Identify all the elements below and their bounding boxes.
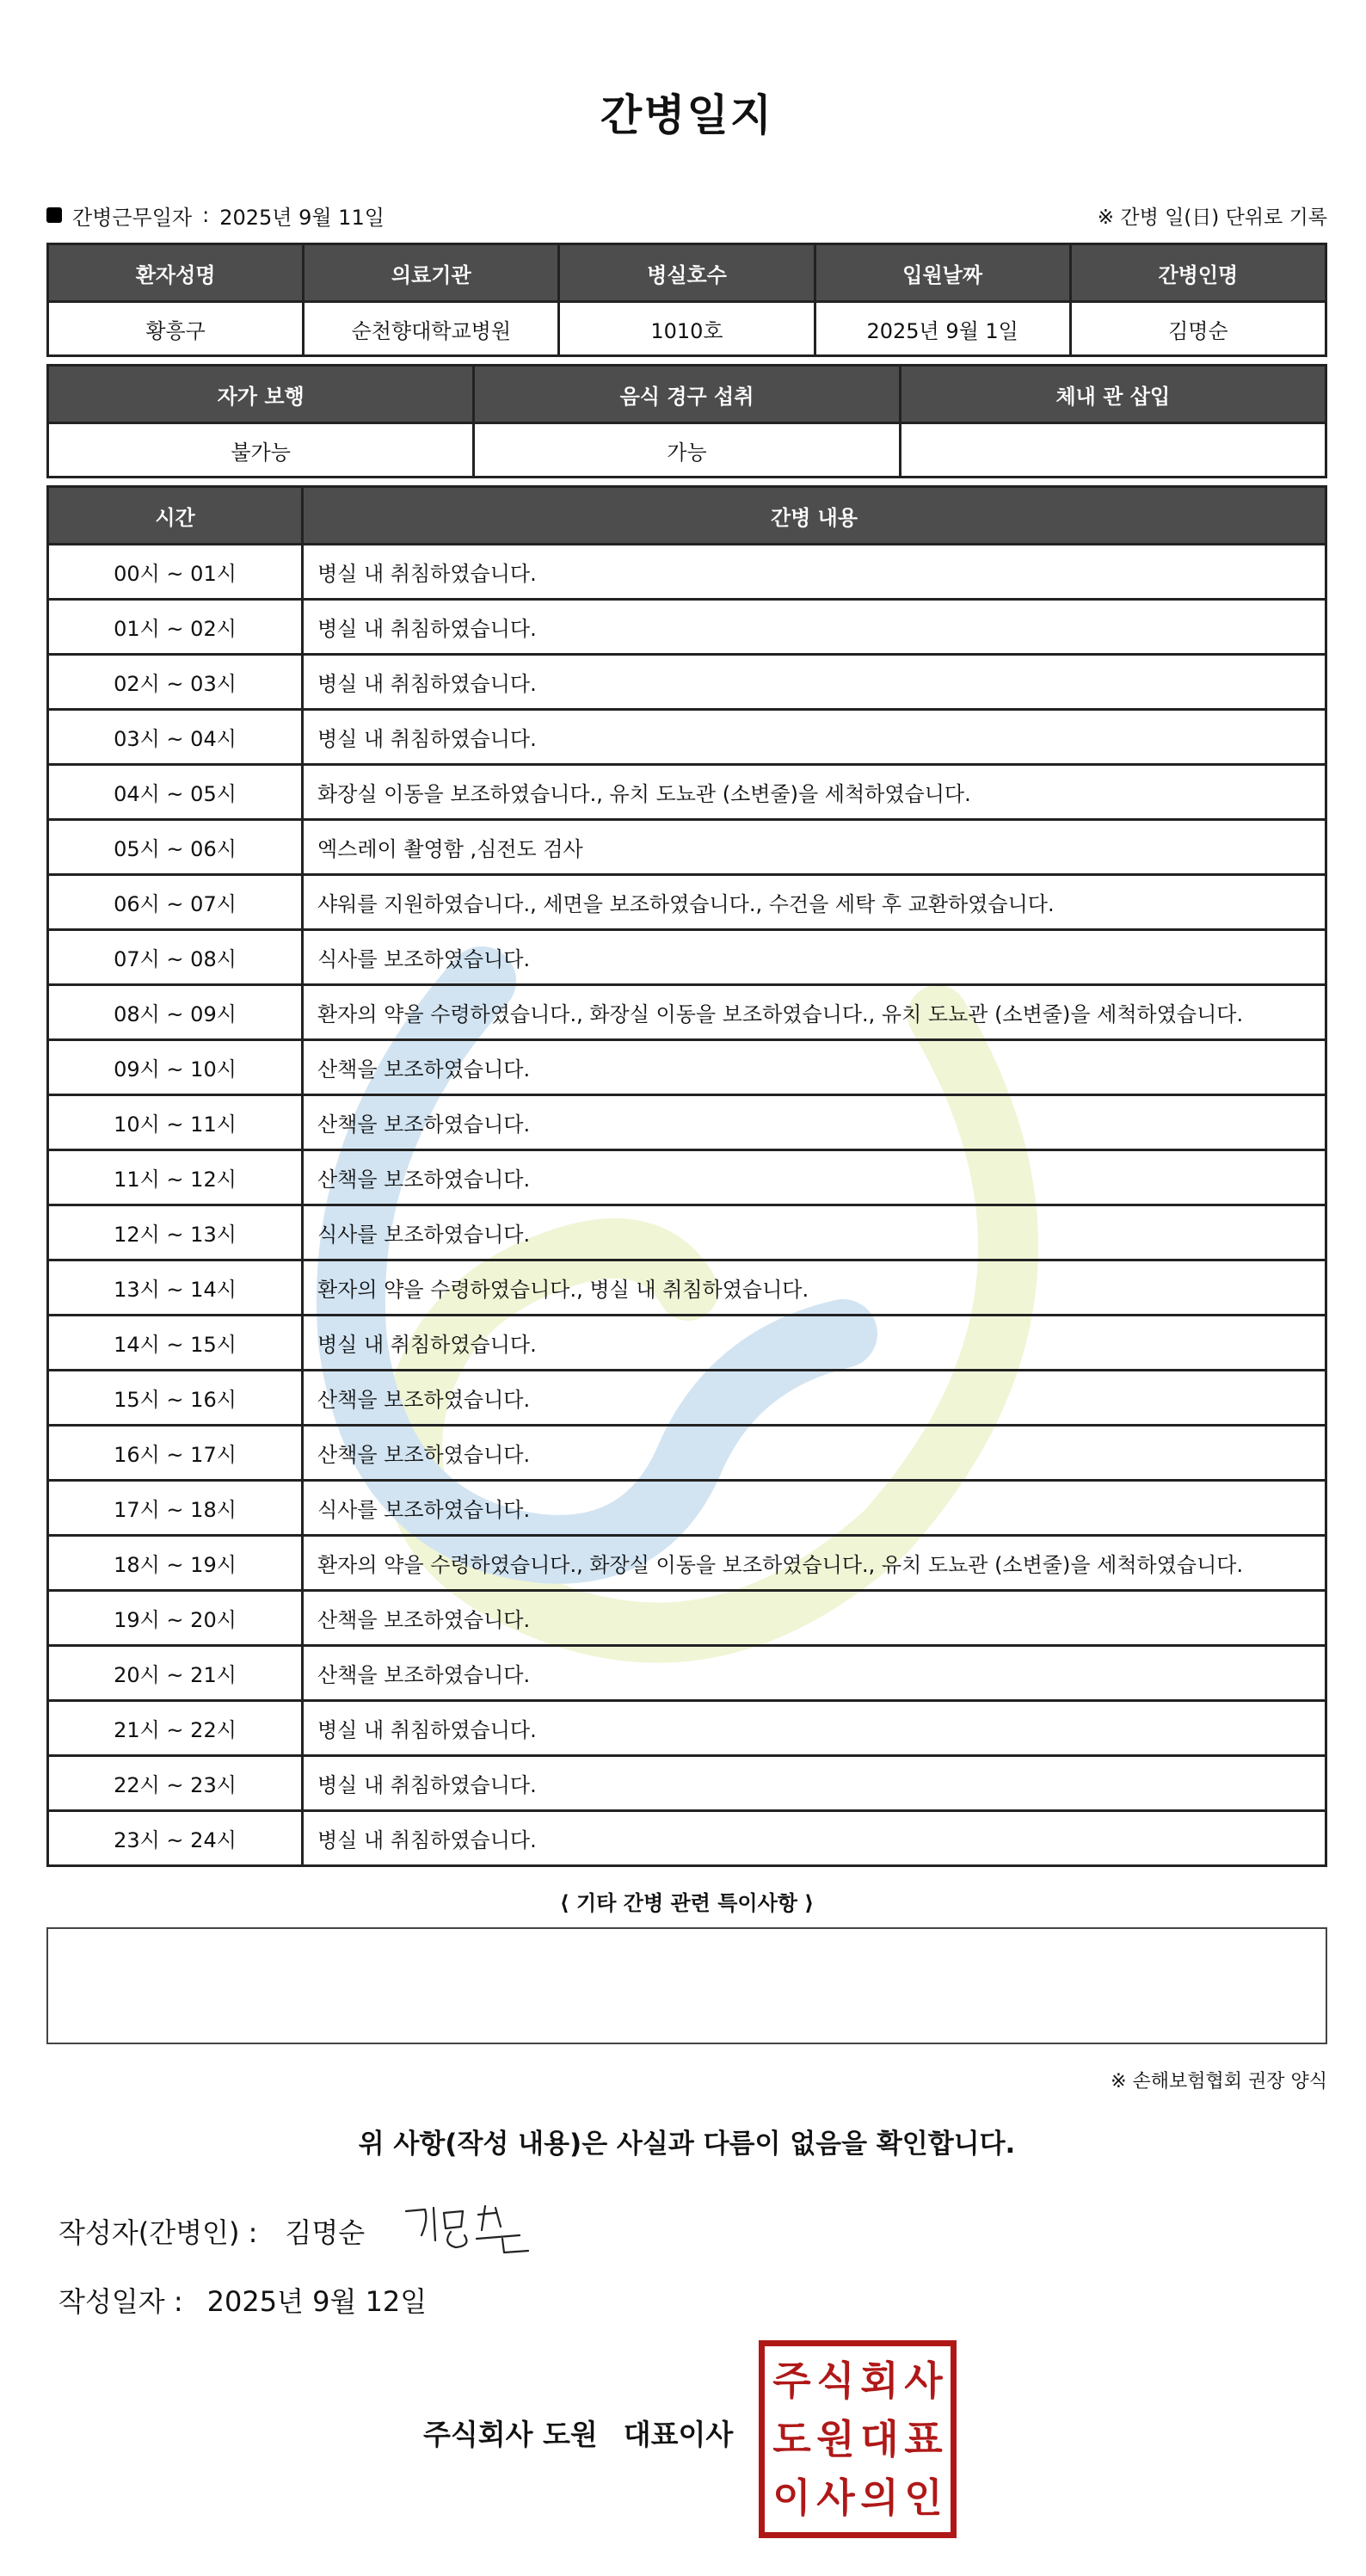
seal-char: 이 [772,2474,811,2521]
log-time: 16시 ~ 17시 [48,1426,303,1481]
log-content: 환자의 약을 수령하였습니다., 화장실 이동을 보조하였습니다., 유치 도뇨관 (소변줄)을 세척하였습니다. [303,1536,1326,1591]
log-content: 산책을 보조하였습니다. [303,1646,1326,1701]
log-content: 식사를 보조하였습니다. [303,930,1326,985]
table-row [48,875,1326,930]
seal-char: 회 [860,2357,899,2404]
info-header-admission-date: 입원날짜 [815,244,1070,302]
log-content: 산책을 보조하였습니다. [303,1426,1326,1481]
table-row [48,710,1326,765]
table-row [48,1646,1326,1701]
log-content: 병실 내 취침하였습니다. [303,1811,1326,1866]
company-seal-stamp [759,2340,957,2538]
table-row [48,765,1326,820]
seal-char: 인 [904,2474,943,2521]
status-tube [900,423,1326,478]
written-date-value: 2025년 9월 12일 [206,2285,428,2318]
log-content: 샤워를 지원하였습니다., 세면을 보조하였습니다., 수건을 세탁 후 교환하였습니다. [303,875,1326,930]
info-header-hospital: 의료기관 [304,244,559,302]
association-note: ※ 손해보험협회 권장 양식 [1111,2071,1327,2092]
work-date-label: 간병근무일자 [72,205,193,230]
written-date-label: 작성일자 : [58,2285,183,2318]
info-caregiver: 김명순 [1070,302,1326,356]
info-patient-name: 황흥구 [48,302,304,356]
seal-char: 도 [772,2416,811,2462]
table-row [48,1260,1326,1316]
table-row [48,545,1326,600]
meta-row [46,198,1327,232]
seal-char: 사 [816,2474,855,2521]
log-content: 환자의 약을 수령하였습니다., 화장실 이동을 보조하였습니다., 유치 도뇨관 (소변줄)을 세척하였습니다. [303,985,1326,1040]
table-row [48,820,1326,875]
status-oral-intake: 가능 [474,423,900,478]
log-content: 산책을 보조하였습니다. [303,1095,1326,1150]
status-header-tube: 체내 관 삽입 [900,366,1326,423]
special-notes-box [46,1927,1327,2044]
seal-char: 사 [904,2357,943,2404]
log-time: 17시 ~ 18시 [48,1481,303,1536]
info-header-row [48,244,1326,302]
log-content: 병실 내 취침하였습니다. [303,710,1326,765]
confirmation-statement: 위 사항(작성 내용)은 사실과 다름이 없음을 확인합니다. [358,2129,1016,2160]
log-time: 23시 ~ 24시 [48,1811,303,1866]
writer-name: 김명순 [285,2216,366,2249]
table-row [48,1371,1326,1426]
seal-char: 대 [860,2416,899,2462]
log-time: 04시 ~ 05시 [48,765,303,820]
table-row [48,1205,1326,1260]
table-row [48,1811,1326,1866]
patient-status-table [46,364,1327,478]
log-content: 병실 내 취침하였습니다. [303,1701,1326,1756]
table-row [48,1481,1326,1536]
log-header-row [48,487,1326,545]
log-content: 산책을 보조하였습니다. [303,1371,1326,1426]
log-content: 산책을 보조하였습니다. [303,1591,1326,1646]
log-content: 병실 내 취침하였습니다. [303,600,1326,655]
log-time: 21시 ~ 22시 [48,1701,303,1756]
log-time: 00시 ~ 01시 [48,545,303,600]
company-row [46,2335,1327,2542]
work-date-separator: : [202,203,210,227]
work-date [46,200,385,231]
info-value-row [48,302,1326,356]
log-content: 병실 내 취침하였습니다. [303,1316,1326,1371]
log-time: 02시 ~ 03시 [48,655,303,710]
table-row [48,985,1326,1040]
status-header-row [48,366,1326,423]
info-header-patient-name: 환자성명 [48,244,304,302]
log-content: 환자의 약을 수령하였습니다., 병실 내 취침하였습니다. [303,1260,1326,1316]
log-time: 11시 ~ 12시 [48,1150,303,1205]
table-row [48,1756,1326,1811]
table-row [48,1591,1326,1646]
log-time: 20시 ~ 21시 [48,1646,303,1701]
written-date-row [46,2278,1327,2321]
page-title: 간병일지 [600,90,774,140]
seal-char: 원 [816,2416,855,2462]
log-content: 병실 내 취침하였습니다. [303,655,1326,710]
signature-image [399,2201,554,2261]
log-time: 14시 ~ 15시 [48,1316,303,1371]
log-header-content: 간병 내용 [303,487,1326,545]
square-bullet-icon [46,207,62,223]
table-row [48,1316,1326,1371]
log-content: 산책을 보조하였습니다. [303,1150,1326,1205]
log-time: 05시 ~ 06시 [48,820,303,875]
writer-label: 작성자(간병인) : [58,2216,258,2249]
log-time: 15시 ~ 16시 [48,1371,303,1426]
writer-row [46,2201,1327,2261]
status-header-oral-intake: 음식 경구 섭취 [474,366,900,423]
status-header-walking: 자가 보행 [48,366,474,423]
seal-char: 표 [904,2416,943,2462]
table-row [48,930,1326,985]
info-hospital: 순천향대학교병원 [304,302,559,356]
company-role: 대표이사 [623,2418,734,2451]
status-walking: 불가능 [48,423,474,478]
log-content: 산책을 보조하였습니다. [303,1040,1326,1095]
table-row [48,1095,1326,1150]
log-time: 06시 ~ 07시 [48,875,303,930]
patient-info-table [46,243,1327,357]
seal-char: 주 [772,2357,811,2404]
log-content: 화장실 이동을 보조하였습니다., 유치 도뇨관 (소변줄)을 세척하였습니다. [303,765,1326,820]
table-row [48,1150,1326,1205]
care-log-page [46,0,1327,2521]
info-room: 1010호 [559,302,815,356]
status-value-row [48,423,1326,478]
log-time: 22시 ~ 23시 [48,1756,303,1811]
info-header-room: 병실호수 [559,244,815,302]
log-content: 식사를 보조하였습니다. [303,1481,1326,1536]
seal-char: 식 [816,2357,855,2404]
log-time: 12시 ~ 13시 [48,1205,303,1260]
log-time: 13시 ~ 14시 [48,1260,303,1316]
special-notes-title: ⟨ 기타 간병 관련 특이사항 ⟩ [559,1891,815,1915]
table-row [48,655,1326,710]
log-time: 01시 ~ 02시 [48,600,303,655]
log-time: 18시 ~ 19시 [48,1536,303,1591]
log-content: 엑스레이 촬영함 ,심전도 검사 [303,820,1326,875]
seal-char: 의 [860,2474,899,2521]
log-time: 10시 ~ 11시 [48,1095,303,1150]
company-name: 주식회사 도원 [423,2418,598,2451]
log-time: 08시 ~ 09시 [48,985,303,1040]
log-time: 09시 ~ 10시 [48,1040,303,1095]
info-admission-date: 2025년 9월 1일 [815,302,1070,356]
table-row [48,1426,1326,1481]
log-time: 07시 ~ 08시 [48,930,303,985]
log-header-time: 시간 [48,487,303,545]
log-content: 병실 내 취침하였습니다. [303,1756,1326,1811]
table-row [48,600,1326,655]
unit-note: ※ 간병 일(日) 단위로 기록 [1097,206,1327,229]
work-date-value: 2025년 9월 11일 [219,205,385,230]
log-time: 03시 ~ 04시 [48,710,303,765]
log-content: 병실 내 취침하였습니다. [303,545,1326,600]
care-log-table [46,485,1327,1867]
info-header-caregiver: 간병인명 [1070,244,1326,302]
company-signature-text [423,2413,733,2453]
table-row [48,1040,1326,1095]
table-row [48,1536,1326,1591]
log-content: 식사를 보조하였습니다. [303,1205,1326,1260]
table-row [48,1701,1326,1756]
log-time: 19시 ~ 20시 [48,1591,303,1646]
